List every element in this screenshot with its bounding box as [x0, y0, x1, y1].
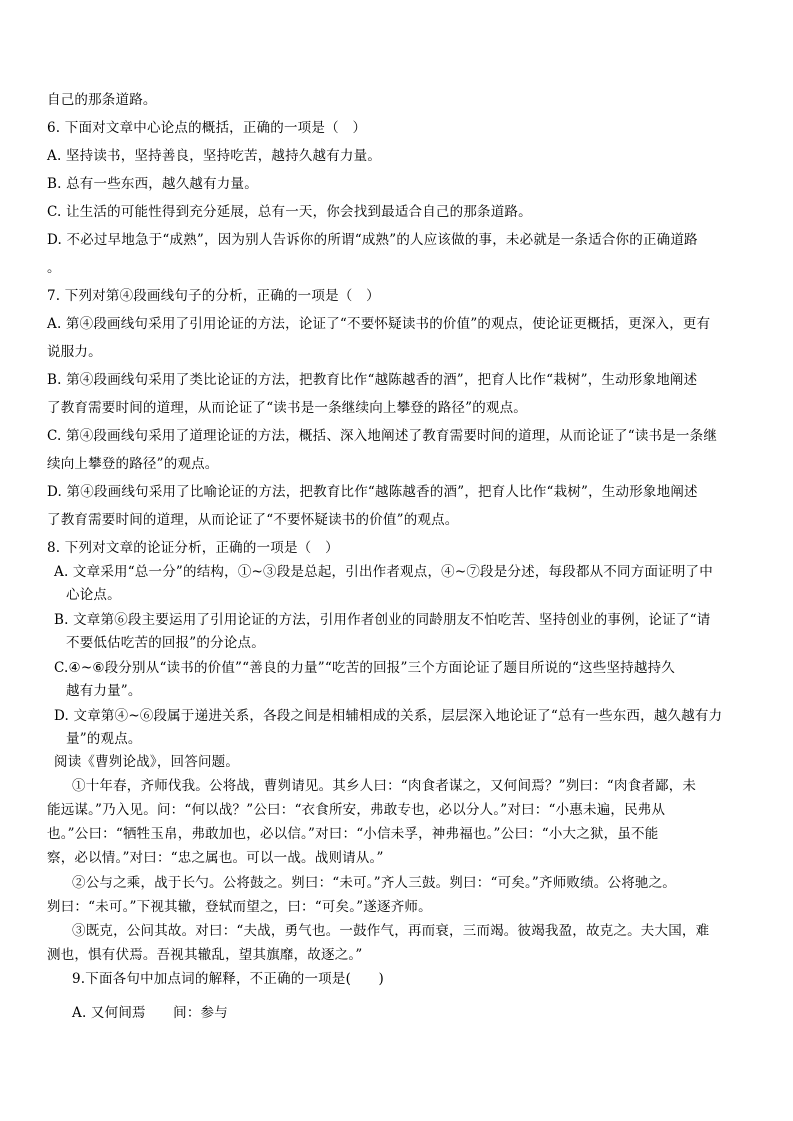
- q9-option-a: A. 又何间焉 间：参与: [72, 1005, 228, 1021]
- text-line: 量”的观点。: [66, 731, 142, 747]
- text-line: 也。”公曰：“牺牲玉帛，弗敢加也，必以信。”对曰：“小信未孚，神弗福也。”公曰：“小大之狱，虽不能: [47, 826, 659, 842]
- question-7-stem: 7. 下列对第④段画线句子的分析，正确的一项是（ ）: [47, 288, 380, 304]
- q6-option-a: A. 坚持读书，坚持善良，坚持吃苦，越持久越有力量。: [47, 148, 382, 164]
- text-line: 察，必以情。”对曰：“忠之属也。可以一战。战则请从。”: [47, 850, 384, 866]
- q7-option-b: B. 第④段画线句采用了类比论证的方法，把教育比作“越陈越香的酒”，把育人比作“栽树”，生动形象地阐述: [47, 372, 698, 388]
- text-line: 续向上攀登的路径”的观点。: [47, 456, 219, 472]
- q8-option-a: A. 文章采用“总一分”的结构，①~③段是总起，引出作者观点，④~⑦段是分述，每段都从不同方面证明了中: [54, 564, 713, 580]
- text-line: 。: [47, 260, 61, 276]
- q6-option-b: B. 总有一些东西，越久越有力量。: [47, 176, 258, 192]
- q7-option-a: A. 第④段画线句采用了引用论证的方法，论证了“不要怀疑读书的价值”的观点，使论证更概括，更深入，更有: [47, 316, 711, 332]
- q7-option-d: D. 第④段画线句采用了比喻论证的方法，把教育比作“越陈越香的酒”，把育人比作“栽树”，生动形象地阐述: [47, 484, 698, 500]
- text-line: 能远谋。”乃入见。问：“何以战？”公曰：“衣食所安，弗敢专也，必以分人。”对曰：“小惠未遍，民弗从: [47, 802, 666, 818]
- q6-option-d: D. 不必过早地急于“成熟”，因为别人告诉你的所谓“成熟”的人应该做的事，未必就是一条适合你的正确道路: [47, 232, 698, 248]
- question-9-stem: 9.下面各句中加点词的解释，不正确的一项是( ): [72, 971, 384, 987]
- q6-option-c: C. 让生活的可能性得到充分延展，总有一天，你会找到最适合自己的那条道路。: [47, 204, 532, 220]
- text-line: 不要低估吃苦的回报”的分论点。: [66, 635, 265, 651]
- text-line: 测也，惧有伏焉。吾视其辙乱，望其旗靡，故逐之。”: [47, 947, 363, 963]
- q8-option-c: C.④~⑥段分别从“读书的价值”“善良的力量”“吃苦的回报”三个方面论证了题目所说的“这些坚持越持久: [54, 660, 675, 676]
- text-line: 刿曰：“未可。”下视其辙，登轼而望之，曰：“可矣。”遂逐齐师。: [47, 899, 432, 915]
- passage-paragraph-3: ③既克，公问其故。对曰：“夫战，勇气也。一鼓作气，再而衰，三而竭。彼竭我盈，故克之。夫大国，难: [72, 923, 710, 939]
- text-line: 越有力量”。: [66, 683, 142, 699]
- q8-option-d: D. 文章第④~⑥段属于递进关系，各段之间是相辅相成的关系，层层深入地论证了“总有一些东西，越久越有力: [54, 708, 723, 724]
- passage-paragraph-2: ②公与之乘，战于长勺。公将鼓之。刿曰：“未可。”齐人三鼓。刿曰：“可矣。”齐师败绩。公将驰之。: [72, 875, 677, 891]
- text-line: 心论点。: [66, 587, 121, 603]
- question-8-stem: 8. 下列对文章的论证分析，正确的一项是（ ）: [47, 540, 339, 556]
- reading-intro: 阅读《曹刿论战》，回答问题。: [54, 754, 240, 770]
- text-line: 了教育需要时间的道理，从而论证了“读书是一条继续向上攀登的路径”的观点。: [47, 400, 528, 416]
- text-line: 说服力。: [47, 344, 102, 360]
- q7-option-c: C. 第④段画线句采用了道理论证的方法，概括、深入地阐述了教育需要时间的道理，从而论证了“读书是一条继: [47, 428, 718, 444]
- q8-option-b: B. 文章第⑥段主要运用了引用论证的方法，引用作者创业的同龄朋友不怕吃苦、坚持创业的事例，论证了“请: [54, 612, 711, 628]
- passage-paragraph-1: ①十年春，齐师伐我。公将战，曹刿请见。其乡人曰：“肉食者谋之，又何间焉？”刿曰：“肉食者鄙，未: [72, 778, 697, 794]
- question-6-stem: 6. 下面对文章中心论点的概括，正确的一项是（ ）: [47, 120, 367, 136]
- text-line: 了教育需要时间的道理，从而论证了“不要怀疑读书的价值”的观点。: [47, 512, 459, 528]
- text-line: 自己的那条道路。: [47, 92, 157, 108]
